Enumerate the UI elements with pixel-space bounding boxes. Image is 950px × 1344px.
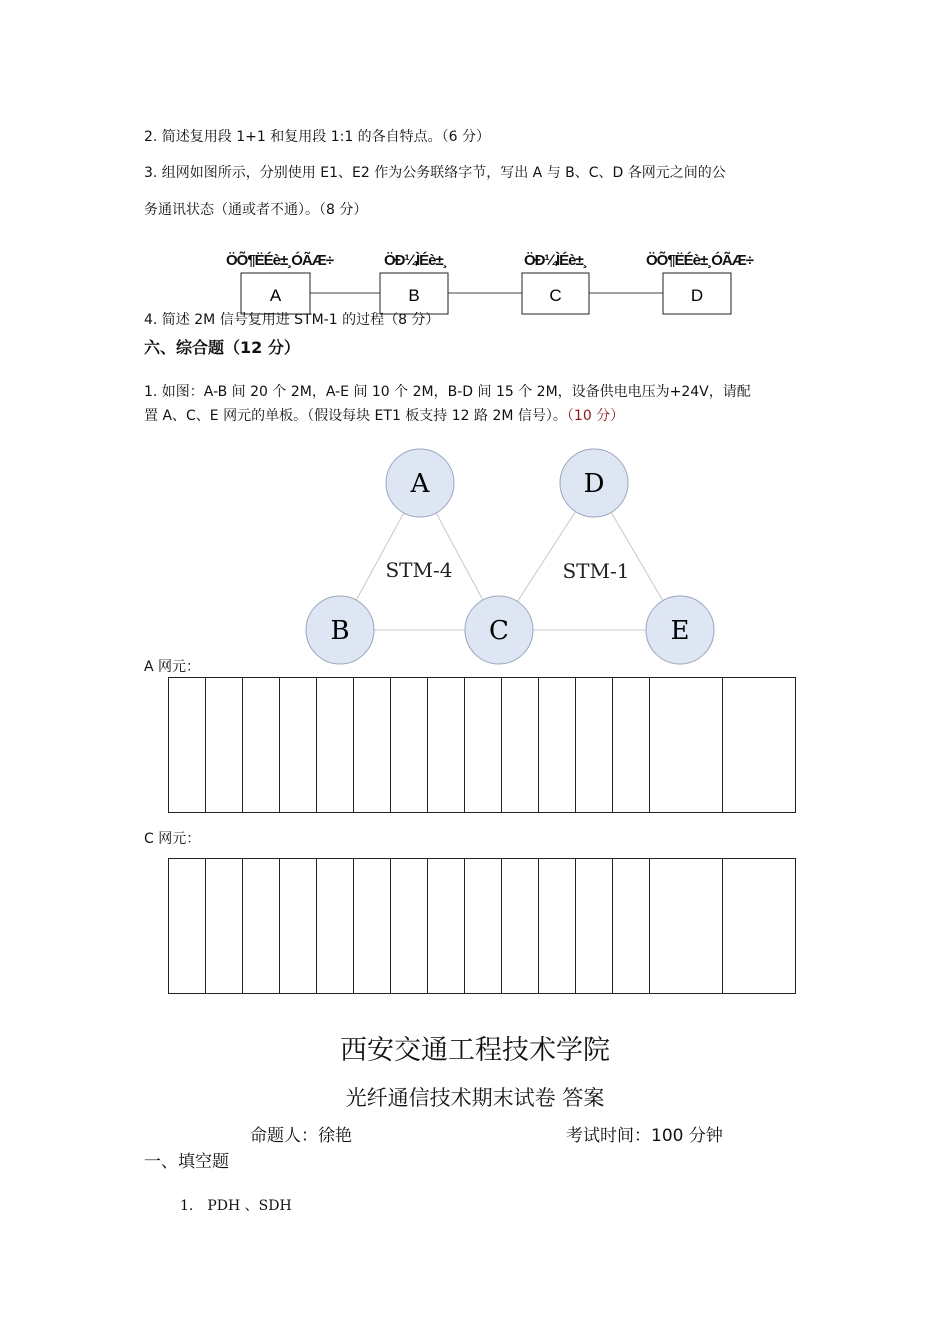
node-label: A [269,286,282,305]
network-node-c [522,273,589,314]
garbled-label-c: ÖÐ¼ÌÉè±¸ [524,252,587,269]
item-number: 1. [180,1198,194,1214]
ring-node-e [646,596,714,664]
node-label: C [549,286,562,305]
slot-cell[interactable] [576,859,613,994]
a-board-slot-table [168,677,796,813]
slot-cell[interactable] [723,678,796,813]
network-node-b [380,273,448,314]
slot-cell[interactable] [169,678,206,813]
a-network-element-label: A 网元： [144,659,201,675]
slot-cell[interactable] [613,859,650,994]
slot-cell[interactable] [650,859,723,994]
answer-item-1 [180,1195,292,1215]
slot-cell[interactable] [502,678,539,813]
exam-title: 光纤通信技术期末试卷 答案 [345,1086,605,1110]
stm4-ring-label: STM-4 [385,558,453,582]
slot-cell[interactable] [169,859,206,994]
exam-time-label: 考试时间：100 分钟 [566,1126,723,1146]
slot-cell[interactable] [280,678,317,813]
slot-cell[interactable] [317,678,354,813]
ring-node-c [465,596,533,664]
item-text: PDH 、SDH [207,1198,292,1214]
section-1-heading: 一、填空题 [144,1152,229,1172]
node-label: D [583,469,605,499]
question-4: 4. 简述 2M 信号复用进 STM-1 的过程（8 分） [144,312,440,328]
question-3-line-1: 3. 组网如图所示，分别使用 E1、E2 作为公务联络字节，写出 A 与 B、C、D 各网元之间的公 [144,165,726,181]
slot-cell[interactable] [391,859,428,994]
question-3-line-2: 务通讯状态（通或者不通）。（8 分） [144,202,368,218]
section-6-question-1-line-2 [144,406,624,426]
c-network-element-label: C 网元： [144,831,201,847]
ring-node-a [386,449,454,517]
slot-cell[interactable] [317,859,354,994]
slot-cell[interactable] [243,859,280,994]
slot-cell[interactable] [576,678,613,813]
ring-node-d [560,449,628,517]
question-points: （10 分） [566,408,625,424]
slot-cell[interactable] [354,859,391,994]
slot-cell[interactable] [613,678,650,813]
garbled-label-d: ÖÕ¶ËÉè±¸ÓÃÆ÷ [646,252,753,269]
slot-cell[interactable] [280,859,317,994]
node-label: E [670,616,690,646]
slot-cell[interactable] [428,859,465,994]
slot-cell[interactable] [391,678,428,813]
slot-cell[interactable] [502,859,539,994]
network-node-a [241,273,310,314]
slot-cell[interactable] [539,859,576,994]
c-board-slot-table [168,858,796,994]
slot-cell[interactable] [465,678,502,813]
section-6-question-1-line-1: 1. 如图：A-B 间 20 个 2M，A-E 间 10 个 2M，B-D 间 15 个 2M，设备供电电压为+24V，请配 [144,384,751,400]
stm1-ring-label: STM-1 [562,559,630,583]
node-label: B [330,616,350,646]
question-text: 置 A、C、E 网元的单板。（假设每块 ET1 板支持 12 路 2M 信号）。 [144,408,567,424]
slot-cell[interactable] [206,678,243,813]
node-label: C [489,616,509,646]
ring-node-b [306,596,374,664]
slot-cell[interactable] [243,678,280,813]
ring-network-diagram [0,440,950,670]
slot-cell[interactable] [465,859,502,994]
node-label: B [408,286,420,305]
garbled-label-b: ÖÐ¼ÌÉè±¸ [384,252,447,269]
slot-cell[interactable] [650,678,723,813]
school-name: 西安交通工程技术学院 [340,1035,610,1066]
slot-cell[interactable] [723,859,796,994]
network-node-d [663,273,731,314]
slot-cell[interactable] [354,678,391,813]
slot-cell[interactable] [539,678,576,813]
section-6-heading: 六、综合题（12 分） [144,338,300,357]
node-label: D [690,286,704,305]
question-2: 2. 简述复用段 1+1 和复用段 1:1 的各自特点。（6 分） [144,129,491,145]
linear-network-diagram [0,245,950,335]
node-label: A [410,469,430,499]
garbled-label-a: ÖÕ¶ËÉè±¸ÓÃÆ÷ [226,252,333,269]
slot-cell[interactable] [428,678,465,813]
slot-cell[interactable] [206,859,243,994]
author-label: 命题人：徐艳 [250,1126,352,1146]
